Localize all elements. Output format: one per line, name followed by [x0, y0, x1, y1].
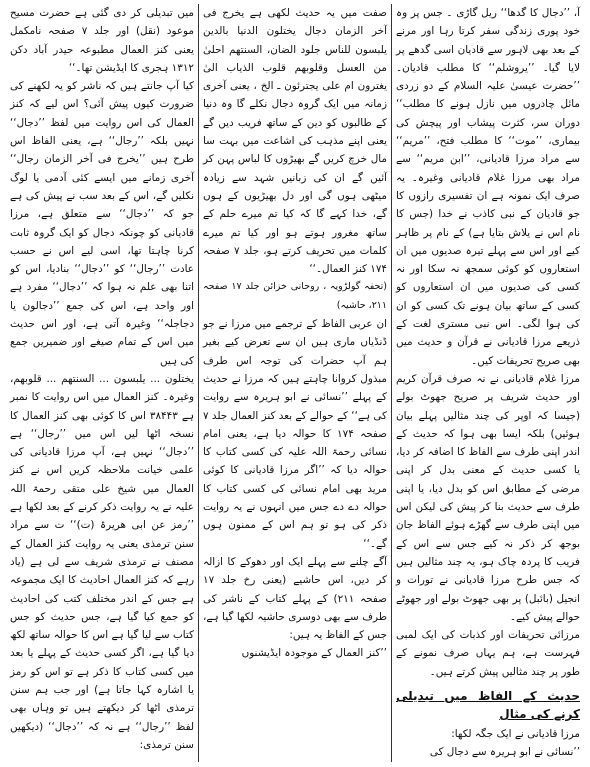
column-divider [198, 4, 199, 762]
paragraph: میں تبدیلی کر دی گئی ہے حضرت مسیح موعود (نقل) اور جلد ۷ صفحہ نامکمل یعنی کنز العمال مطبوعہ حیدر آباد دکن ۱۳۱۲ ہجری کا ایڈیشن تھا۔‘‘ [10, 7, 194, 74]
column-divider [391, 4, 392, 762]
paragraph: صفت میں یہ حدیث لکھی ہے یخرج فی آخر الزمان دجال یختلون الدنیا بالدین یلبسون للناس جلود الضان، السنتھم احلیٰ من العسل وقلوبھم قلوب الذیاب الیٰ یغترون ام علی یجترئون ـ الخ ، یعنی آخری زمانہ میں ایک گروہ دجال نکلے گا وہ دنیا کے طالبوں کو دین کے ساتھ فریب دیں گے یعنی اپنے مذہب کی اشاعت میں بہت سا مال خرچ کریں گے بھیڑوں کا لباس پہن کر آئیں گے ان کی زبانیں شہد سے زیادہ میٹھی ہوں گی اور دل بھیڑیوں کے ہوں گے، خدا کہے گا کہ کیا تم میرے حلم کے ساتھ مغرور ہوتے ہو اور کیا تم میرے کلمات میں تحریف کرتے ہو، جلد ۷ صفحہ ۱۷۴ کنز العمال۔‘‘ [203, 7, 387, 276]
paragraph: آگے چلنے سے پہلے ایک اور دھوکے کا ازالہ کر دیں، اس حاشیے (یعنی رخ جلد ۱۷ صفحہ ۲۱۱) کے پہلے کتاب کے ناشر کی طرف سے بھی دوسری حاشیہ لکھا گیا ہے، جس کے الفاظ یہ ہیں: [203, 555, 387, 642]
column-right [392, 4, 584, 762]
paragraph: ’’کنز العمال کے موجودہ ایڈیشنوں [241, 647, 387, 660]
paragraph: یختلون ... یلبسون ... السنتھم ... قلوبھم، وغیرہ۔ کنز العمال میں اس روایت کا نمبر ہے ۳۸۴۴۳ اس کا کوئی بھی کنز العمال کا نسخہ اٹھا لیں اس میں ’’رجال‘‘ ہے ’’دجال‘‘ نہیں ہے، آپ مرزا قادیانی کی علمی خیانت ملاحظہ کریں اس نے کنز العمال میں شیخ علی متقی رحمۃ اللہ علیہ نے یہ روایت ذکر کرنے کے بعد لکھا ہے ’’رمز عن ابی ھریرۃ (ت)‘‘ ت سے مراد سنن ترمذی یعنی یہ روایت کنز العمال کے مصنف نے ترمذی شریف سے لی ہے (یاد رہے کہ کنز العمال احادیث کا ایک مجموعہ ہے جس کے اندر مختلف کتب کی احادیث کو جمع کیا گیا ہے، جس حدیث کو جس کتاب سے لیا گیا ہے اس کا حوالہ ساتھ لکھ دیا گیا ہے، اگر کسی حدیث کے پہلے یا بعد میں کسی کتاب کا ذکر ہے تو اس کو رمز یا اشارہ کہا جاتا ہے) اور جب ہم سنن ترمذی اٹھا کر دیکھتے ہیں تو وہاں بھی لفظ ’’رجال‘‘ ہے نہ کہ ’’دجال‘‘ (دیکھیں سنن ترمذی: [10, 372, 194, 751]
citation: (تحفہ گولڑویہ ، روحانی خزائن جلد ۱۷ صفحہ ۲۱۱، حاشیہ) [203, 281, 388, 311]
document-page [6, 4, 584, 762]
column-middle [199, 4, 391, 762]
paragraph: ان عربی الفاظ کے ترجمے میں مرزا نے جو ڈنڈیاں ماری ہیں ان سے تعرض کیے بغیر ہم آپ حضرات کی توجہ اس طرف مبذول کروانا چاہتے ہیں کہ مرزا نے حدیث کے پہلے ’’نسائی نے ابو ہریرہ سے روایت کی ہے‘‘ کے حوالے کے بعد کنز العمال جلد ۷ صفحہ ۱۷۴ کا حوالہ دیا ہے، یعنی امام نسائی رحمۃ اللہ علیہ کی کسی کتاب کا حوالہ دیا کہ ’’اگر مرزا قادیانی کا کوئی مرید بھی امام نسائی کی کسی کتاب کا حوالہ دے دے جس میں انہوں نے یہ روایت ذکر کی ہو تو ہم اس کے ممنون ہوں گے۔‘‘ [203, 318, 387, 550]
paragraph: کیا آپ جانتے ہیں کہ ناشر کو یہ لکھنے کی ضرورت کیوں پیش آئی؟ اس لیے کہ کنز العمال کی اس روایت میں لفظ ’’دجال‘‘ نہیں بلکہ ’’رجال‘‘ ہے، یعنی الفاظ اس طرح ہیں ’’یخرج فی آخر الزمان رجال‘‘ آخری زمانے میں ایسے کئی آدمی یا لوگ نکلیں گے، اس کے بعد سب نے پیش کی ہے جو کہ ’’دجال‘‘ سے متعلق ہے، مرزا قادیانی کو چونکہ دجال کو ایک گروہ ثابت کرنا چاہتا تھا، اسی لیے اس نے حسب عادت ’’رجال‘‘ کو ’’دجال‘‘ بنادیا، اس کو اتنا بھی علم نہ ہوا کہ ’’دجال‘‘ مفرد ہے اور واحد ہے، اس کی جمع ’’دجالون یا دجاجلہ‘‘ وغیرہ آتی ہے، اور اس حدیث میں اس کے تمام صیغے اور ضمیریں جمع کی ہیں [10, 80, 194, 367]
paragraph: مرزائی تحریفات اور کذبات کی ایک لمبی فہرست ہے، ہم یہاں صرف نمونے کے طور پر چند مثالیں پیش کرتے ہیں۔ [396, 629, 580, 678]
paragraph: مرزا غلام قادیانی نے نہ صرف قرآن کریم اور حدیث شریف پر صریح جھوٹ بولے (جیسا کہ اوپر کی چند مثالیں پہلے بیان ہوئیں) بلکہ ایسا بھی ہوا کہ حدیث کے اندر اپنی طرف سے الفاظ کا اضافہ کر دیا، یا کسی حدیث کے معنی بدل کر اپنی مرضی کے مطابق اس کو بدل دیا، یا اپنی طرف سے حدیث بنا کر پیش کی لیکن اس میں اپنی طرف سے گھڑے ہوئے الفاظ جان بوجھ کر ذکر نہ کیے جس سے اس کے فریب کا پردہ چاک ہو، یہ چند مثالیں ہیں کہ جس طرح مرزا قادیانی نے تورات و انجیل (بائبل) پر بھی جھوٹ بولے اور جھوٹے حوالے پیش کیے۔ [396, 372, 580, 623]
column-left [6, 4, 198, 762]
paragraph: مرزا قادیانی نے ایک جگہ لکھا: [451, 727, 580, 740]
paragraph: ’’نسائی نے ابو ہریرہ سے دجال کی [429, 746, 580, 759]
section-heading: حدیث کے الفاظ میں تبدیلی کرنے کی مثال [396, 688, 580, 721]
paragraph: آ، ’’دجال کا گدھا‘‘ ریل گاڑی ۔ جس پر وہ خود پوری زندگی سفر کرتا رہا اور مرنے کے بعد بھی لاہور سے قادیان اسی گدھے پر لایا گیا۔ ’’یروشلم‘‘ کا مطلب قادیان۔ ’’حضرت عیسیٰ علیہ السلام کے دو زردی مائل چادروں میں نازل ہونے کا مطلب‘‘ دوران سر، کثرت پیشاب اور پیچش کی بیماری، ’’موت‘‘ کا مطلب فتح، ’’مریم‘‘ سے مراد مرزا قادیانی، ’’ابن مریم‘‘ سے مراد بھی مرزا غلام قادیانی وغیرہ۔ یہ صرف ایک نمونہ ہے ان تفسیری رازوں کا جو قادیان کے نبی کاذب نے خدا (جس کا نام اس نے یلاش بتایا ہے) کے نام پر ظاہر کیے اور اس سے پہلے تیرہ صدیوں میں ان استعاروں کو کوئی سمجھ نہ سکا اور نہ کسی کی صدیوں میں ان استعاروں کو کسی کے ساتھ بیان ہونے تک کسی کو ان کی ہوا لگی۔ اس نبی مستری لغت کے ذریعے مرزا قادیانی نے قرآن و حدیث میں بھی صریح تحریفات کیں۔ [396, 7, 580, 367]
